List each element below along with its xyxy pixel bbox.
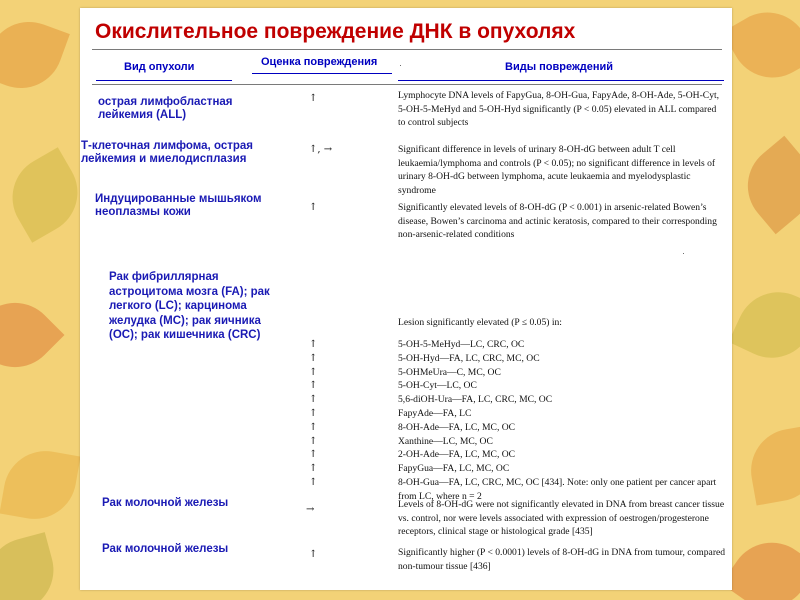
lesion-item: 5-OH-5-MeHyd—LC, CRC, OC (398, 339, 525, 350)
slide-title: Окислительное повреждение ДНК в опухолях (95, 20, 576, 43)
row-5-description: Levels of 8-OH-dG were not significantly elevated in DNA from breast cancer tissue vs. control, nor were levels associated with expression of oestrogen/progesterone receptors, clinical stage or histological grade [435] (398, 499, 725, 537)
table-header-rule (92, 84, 722, 85)
row-2-description: Significant difference in levels of urinary 8-OH-dG between adult T cell leukaemia/lymphoma and controls (P < 0.05); no significant difference in levels of urinary 8-OH-dG between lymphoma, acute leukaemia and myelodysplastic syndrome (398, 144, 716, 196)
row-6-description: Significantly higher (P < 0.0001) levels of 8-OH-dG in DNA from tumour, compared non-tumour tissue [436] (398, 547, 726, 572)
header-damage-assessment: Оценка повреждения (261, 56, 378, 68)
lesion-item: 5-OHMeUra—C, MC, OC (398, 366, 501, 378)
header-tumor-type: Вид опухоли (124, 61, 195, 73)
dot-mark: · (682, 248, 685, 258)
lesion-item: 8-OH-Gua—FA, LC, CRC, MC, OC [434]. Note: only one patient per cancer apart from LC, where n = 2 (398, 476, 717, 502)
lesion-item: 8-OH-Ade—FA, LC, MC, OC (398, 421, 516, 433)
row-6-assessment: ↑ (309, 549, 318, 560)
row-1-description: Lymphocyte DNA levels of FapyGua, 8-OH-Gua, FapyAde, 8-OH-Ade, 5-OH-Cyt, 5-OH-5-MeHyd and 5-OH-Hyd significantly (P < 0.05) elevated in ALL compared to control subjects (398, 90, 720, 128)
lesion-item: FapyGua—FA, LC, MC, OC (398, 463, 510, 475)
header-damage-types-underline (398, 80, 724, 81)
row-1-tumor: острая лимфобластная лейкемия (ALL) (98, 96, 233, 121)
lesion-item: FapyAde—FA, LC (398, 407, 472, 419)
slide (80, 8, 732, 590)
table-top-rule (92, 49, 722, 50)
row-4-assessment-list: ↑ ↑ ↑ ↑ ↑ ↑ ↑ ↑ ↑ ↑ ↑ (309, 339, 318, 488)
lesion-item: 5-OH-Hyd—FA, LC, CRC, MC, OC (398, 352, 540, 364)
row-3-description: Significantly elevated levels of 8-OH-dG (P < 0.001) in arsenic-related Bowen’s disease, Bowen’s carcinoma and actinic keratosis, compared to their corresponding non-arsenic-related conditions (398, 202, 717, 240)
lesion-item: 2-OH-Ade—FA, LC, MC, OC (398, 449, 516, 461)
row-1-assessment: ↑ (309, 93, 318, 104)
header-tumor-type-underline (96, 80, 232, 81)
row-4-lesion-list (398, 338, 726, 504)
row-5-tumor: Рак молочной железы (102, 497, 229, 509)
row-6-tumor: Рак молочной железы (102, 543, 229, 555)
lesion-item: Xanthine—LC, MC, OC (398, 435, 493, 447)
row-3-assessment: ↑ (309, 202, 318, 213)
row-3-tumor: Индуцированные мышьяком неоплазмы кожи (95, 193, 262, 218)
row-4-intro: Lesion significantly elevated (P ≤ 0.05) in: (398, 317, 562, 328)
dot-mark: · (399, 60, 402, 70)
row-2-assessment: ↑, → (309, 144, 333, 155)
row-2-tumor: Т-клеточная лимфома, острая лейкемия и миелодисплазия (81, 140, 253, 165)
lesion-item: 5-OH-Cyt—LC, OC (398, 380, 477, 392)
row-4-tumor: Рак фибриллярная астроцитома мозга (FA); рак легкого (LC); карцинома желудка (MC); рак яичника (OC); рак кишечника (CRC) (109, 271, 270, 341)
header-damage-assessment-underline (252, 73, 392, 74)
header-damage-types: Виды повреждений (505, 61, 614, 73)
lesion-item: 5,6-diOH-Ura—FA, LC, CRC, MC, OC (398, 394, 553, 406)
row-5-assessment: → (306, 504, 315, 515)
